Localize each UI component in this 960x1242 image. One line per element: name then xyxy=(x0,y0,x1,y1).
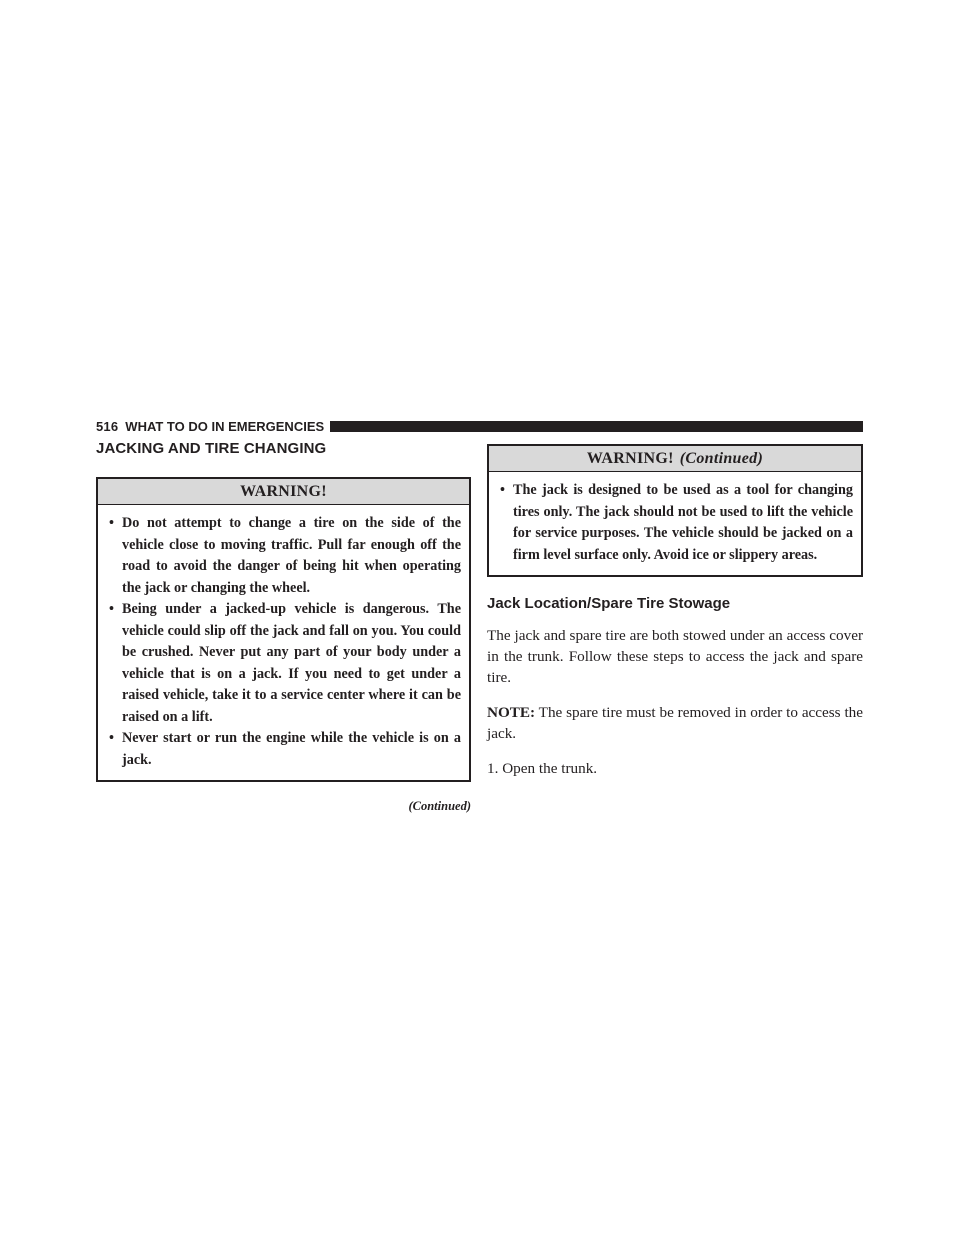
warning-item-text: Do not attempt to change a tire on the side of the vehicle close to moving traffic. Pull far enough off the road to avoid the danger of being hit when operating the jack or changing the wheel. xyxy=(122,515,461,596)
warning-heading-suffix: (Continued) xyxy=(679,450,764,467)
warning-item xyxy=(106,513,461,599)
warning-heading xyxy=(489,446,861,472)
bullet-icon: • xyxy=(109,601,114,617)
note-text: The spare tire must be removed in order to access the jack. xyxy=(487,704,863,742)
warning-item-text: The jack is designed to be used as a tool for changing tires only. The jack should not be used to lift the vehicle for service purposes. The vehicle should be jacked on a firm level surface only. Avoid ice or slippery areas. xyxy=(513,482,853,563)
section-name: WHAT TO DO IN EMERGENCIES xyxy=(125,419,325,434)
warning-item xyxy=(106,728,461,771)
continued-label: (Continued) xyxy=(408,799,471,813)
bullet-icon: • xyxy=(109,515,114,531)
warning-item-text: Being under a jacked-up vehicle is dangerous. The vehicle could slip off the jack and fall on you. You could be crushed. Never put any part of your body under a vehicle that is on a jack. If you need to get under a raised vehicle, take it to a service center where it can be raised on a lift. xyxy=(122,601,461,725)
note-label: NOTE: xyxy=(487,704,536,721)
bullet-icon: • xyxy=(500,482,505,498)
warning-box-continued xyxy=(487,444,863,577)
subsection-title: Jack Location/Spare Tire Stowage xyxy=(487,595,731,612)
warning-heading-text: WARNING! xyxy=(586,450,674,467)
warning-heading-text: WARNING! xyxy=(240,483,327,500)
right-column xyxy=(487,444,863,793)
bullet-icon: • xyxy=(109,730,114,746)
warning-item-text: Never start or run the engine while the vehicle is on a jack. xyxy=(122,730,461,768)
warning-body xyxy=(489,472,861,575)
warning-heading xyxy=(98,479,469,505)
warning-item xyxy=(497,480,853,566)
note-paragraph xyxy=(487,702,863,744)
warning-item xyxy=(106,599,461,728)
warning-box xyxy=(96,477,471,782)
left-column xyxy=(96,440,471,814)
section-title: JACKING AND TIRE CHANGING xyxy=(96,440,327,457)
page-header xyxy=(96,418,863,435)
step-item: 1. Open the trunk. xyxy=(487,760,598,777)
body-paragraph: The jack and spare tire are both stowed under an access cover in the trunk. Follow these steps to access the jack and spare tire. xyxy=(487,627,863,686)
warning-body xyxy=(98,505,469,780)
header-rule xyxy=(330,421,863,432)
page-number: 516 xyxy=(96,419,119,434)
